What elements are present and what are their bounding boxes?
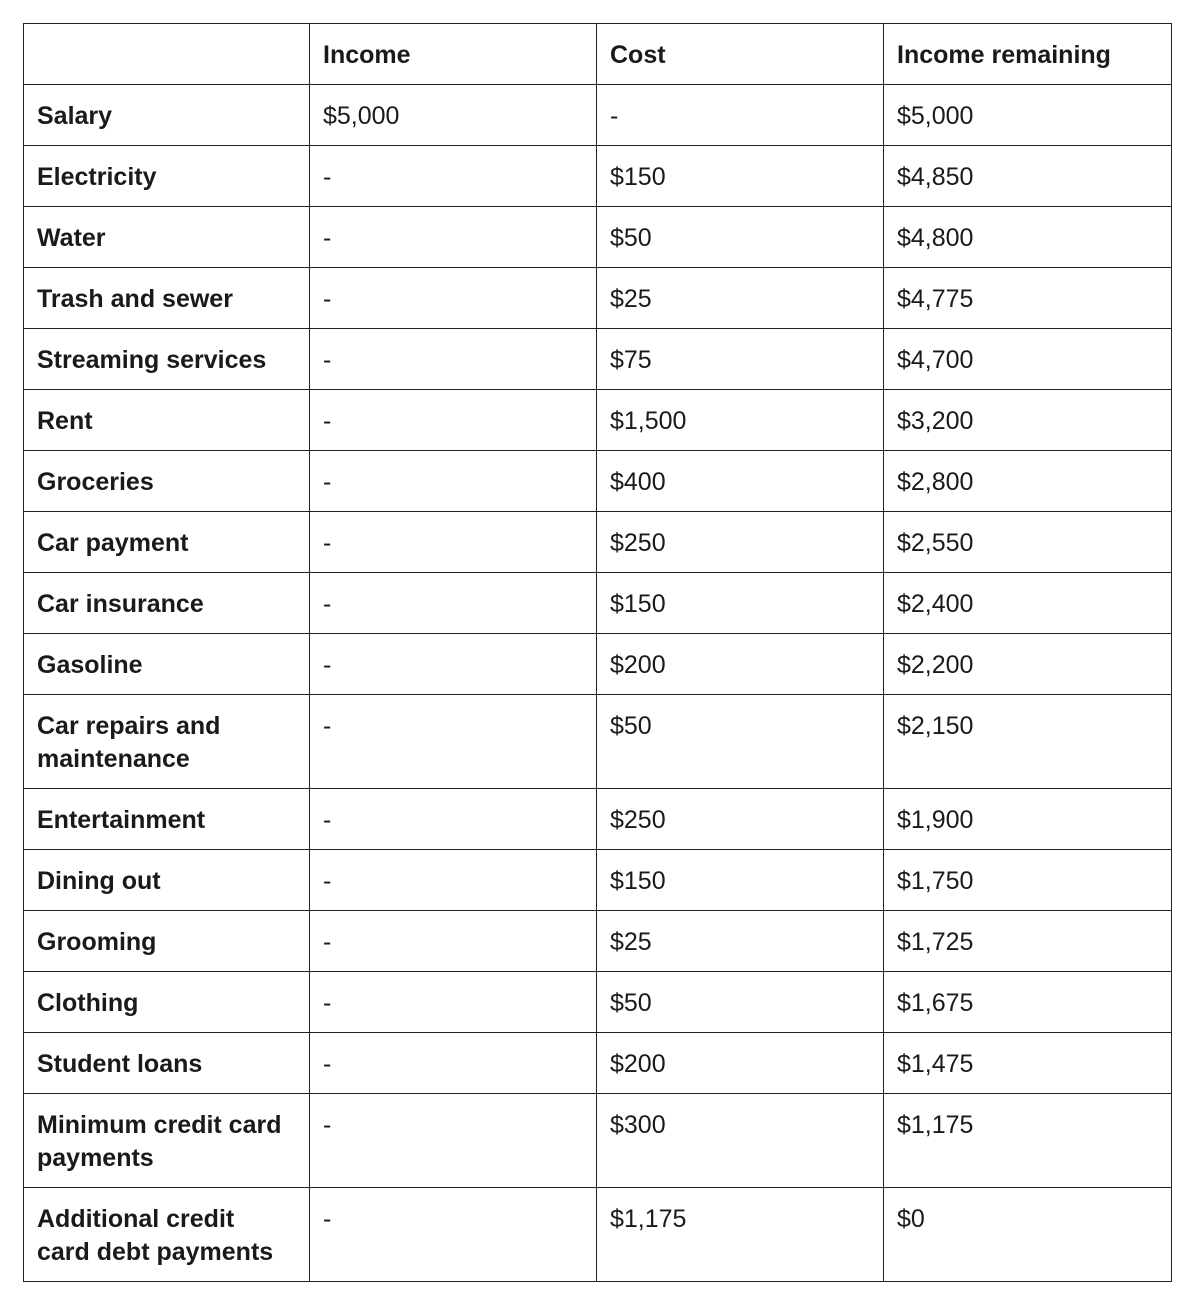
cost-cell: $50 bbox=[597, 695, 884, 789]
row-label: Grooming bbox=[24, 911, 310, 972]
table-row bbox=[24, 390, 1172, 451]
cost-cell: - bbox=[597, 85, 884, 146]
remaining-cell: $2,800 bbox=[884, 451, 1172, 512]
row-label: Additional credit card debt payments bbox=[24, 1188, 310, 1282]
remaining-cell: $2,550 bbox=[884, 512, 1172, 573]
remaining-cell: $1,750 bbox=[884, 850, 1172, 911]
remaining-cell: $4,700 bbox=[884, 329, 1172, 390]
table-row bbox=[24, 911, 1172, 972]
table-row bbox=[24, 1094, 1172, 1188]
income-cell: $5,000 bbox=[310, 85, 597, 146]
row-label: Car insurance bbox=[24, 573, 310, 634]
table-row bbox=[24, 146, 1172, 207]
row-label: Salary bbox=[24, 85, 310, 146]
row-label: Groceries bbox=[24, 451, 310, 512]
cost-cell: $25 bbox=[597, 268, 884, 329]
budget-table bbox=[23, 23, 1172, 1282]
row-label: Car payment bbox=[24, 512, 310, 573]
cost-cell: $200 bbox=[597, 1033, 884, 1094]
row-label: Rent bbox=[24, 390, 310, 451]
table-row bbox=[24, 1188, 1172, 1282]
income-cell: - bbox=[310, 390, 597, 451]
row-label: Water bbox=[24, 207, 310, 268]
table-row bbox=[24, 850, 1172, 911]
cost-cell: $50 bbox=[597, 972, 884, 1033]
table-row bbox=[24, 512, 1172, 573]
remaining-cell: $4,850 bbox=[884, 146, 1172, 207]
header-cost: Cost bbox=[597, 24, 884, 85]
remaining-cell: $2,150 bbox=[884, 695, 1172, 789]
income-cell: - bbox=[310, 634, 597, 695]
remaining-cell: $1,900 bbox=[884, 789, 1172, 850]
row-label: Student loans bbox=[24, 1033, 310, 1094]
remaining-cell: $1,475 bbox=[884, 1033, 1172, 1094]
table-row bbox=[24, 85, 1172, 146]
cost-cell: $300 bbox=[597, 1094, 884, 1188]
remaining-cell: $1,725 bbox=[884, 911, 1172, 972]
remaining-cell: $1,175 bbox=[884, 1094, 1172, 1188]
income-cell: - bbox=[310, 268, 597, 329]
income-cell: - bbox=[310, 146, 597, 207]
cost-cell: $75 bbox=[597, 329, 884, 390]
header-cell-blank bbox=[24, 24, 310, 85]
cost-cell: $150 bbox=[597, 573, 884, 634]
income-cell: - bbox=[310, 911, 597, 972]
remaining-cell: $0 bbox=[884, 1188, 1172, 1282]
income-cell: - bbox=[310, 695, 597, 789]
remaining-cell: $2,400 bbox=[884, 573, 1172, 634]
income-cell: - bbox=[310, 573, 597, 634]
header-row bbox=[24, 24, 1172, 85]
income-cell: - bbox=[310, 451, 597, 512]
row-label: Streaming services bbox=[24, 329, 310, 390]
row-label: Entertainment bbox=[24, 789, 310, 850]
cost-cell: $400 bbox=[597, 451, 884, 512]
remaining-cell: $3,200 bbox=[884, 390, 1172, 451]
cost-cell: $150 bbox=[597, 146, 884, 207]
table-row bbox=[24, 268, 1172, 329]
income-cell: - bbox=[310, 207, 597, 268]
cost-cell: $250 bbox=[597, 512, 884, 573]
income-cell: - bbox=[310, 850, 597, 911]
row-label: Car repairs and maintenance bbox=[24, 695, 310, 789]
cost-cell: $150 bbox=[597, 850, 884, 911]
row-label: Clothing bbox=[24, 972, 310, 1033]
cost-cell: $50 bbox=[597, 207, 884, 268]
table-row bbox=[24, 451, 1172, 512]
table-row bbox=[24, 789, 1172, 850]
income-cell: - bbox=[310, 329, 597, 390]
income-cell: - bbox=[310, 512, 597, 573]
row-label: Dining out bbox=[24, 850, 310, 911]
cost-cell: $1,500 bbox=[597, 390, 884, 451]
header-income: Income bbox=[310, 24, 597, 85]
income-cell: - bbox=[310, 1188, 597, 1282]
row-label: Trash and sewer bbox=[24, 268, 310, 329]
income-cell: - bbox=[310, 1094, 597, 1188]
remaining-cell: $1,675 bbox=[884, 972, 1172, 1033]
table-row bbox=[24, 207, 1172, 268]
table-row bbox=[24, 329, 1172, 390]
cost-cell: $1,175 bbox=[597, 1188, 884, 1282]
remaining-cell: $5,000 bbox=[884, 85, 1172, 146]
table-row bbox=[24, 1033, 1172, 1094]
remaining-cell: $2,200 bbox=[884, 634, 1172, 695]
row-label: Gasoline bbox=[24, 634, 310, 695]
table-row bbox=[24, 634, 1172, 695]
income-cell: - bbox=[310, 789, 597, 850]
header-income-remaining: Income remaining bbox=[884, 24, 1172, 85]
table-row bbox=[24, 573, 1172, 634]
row-label: Minimum credit card payments bbox=[24, 1094, 310, 1188]
table-row bbox=[24, 695, 1172, 789]
income-cell: - bbox=[310, 1033, 597, 1094]
remaining-cell: $4,800 bbox=[884, 207, 1172, 268]
table-row bbox=[24, 972, 1172, 1033]
remaining-cell: $4,775 bbox=[884, 268, 1172, 329]
row-label: Electricity bbox=[24, 146, 310, 207]
cost-cell: $250 bbox=[597, 789, 884, 850]
cost-cell: $25 bbox=[597, 911, 884, 972]
cost-cell: $200 bbox=[597, 634, 884, 695]
income-cell: - bbox=[310, 972, 597, 1033]
